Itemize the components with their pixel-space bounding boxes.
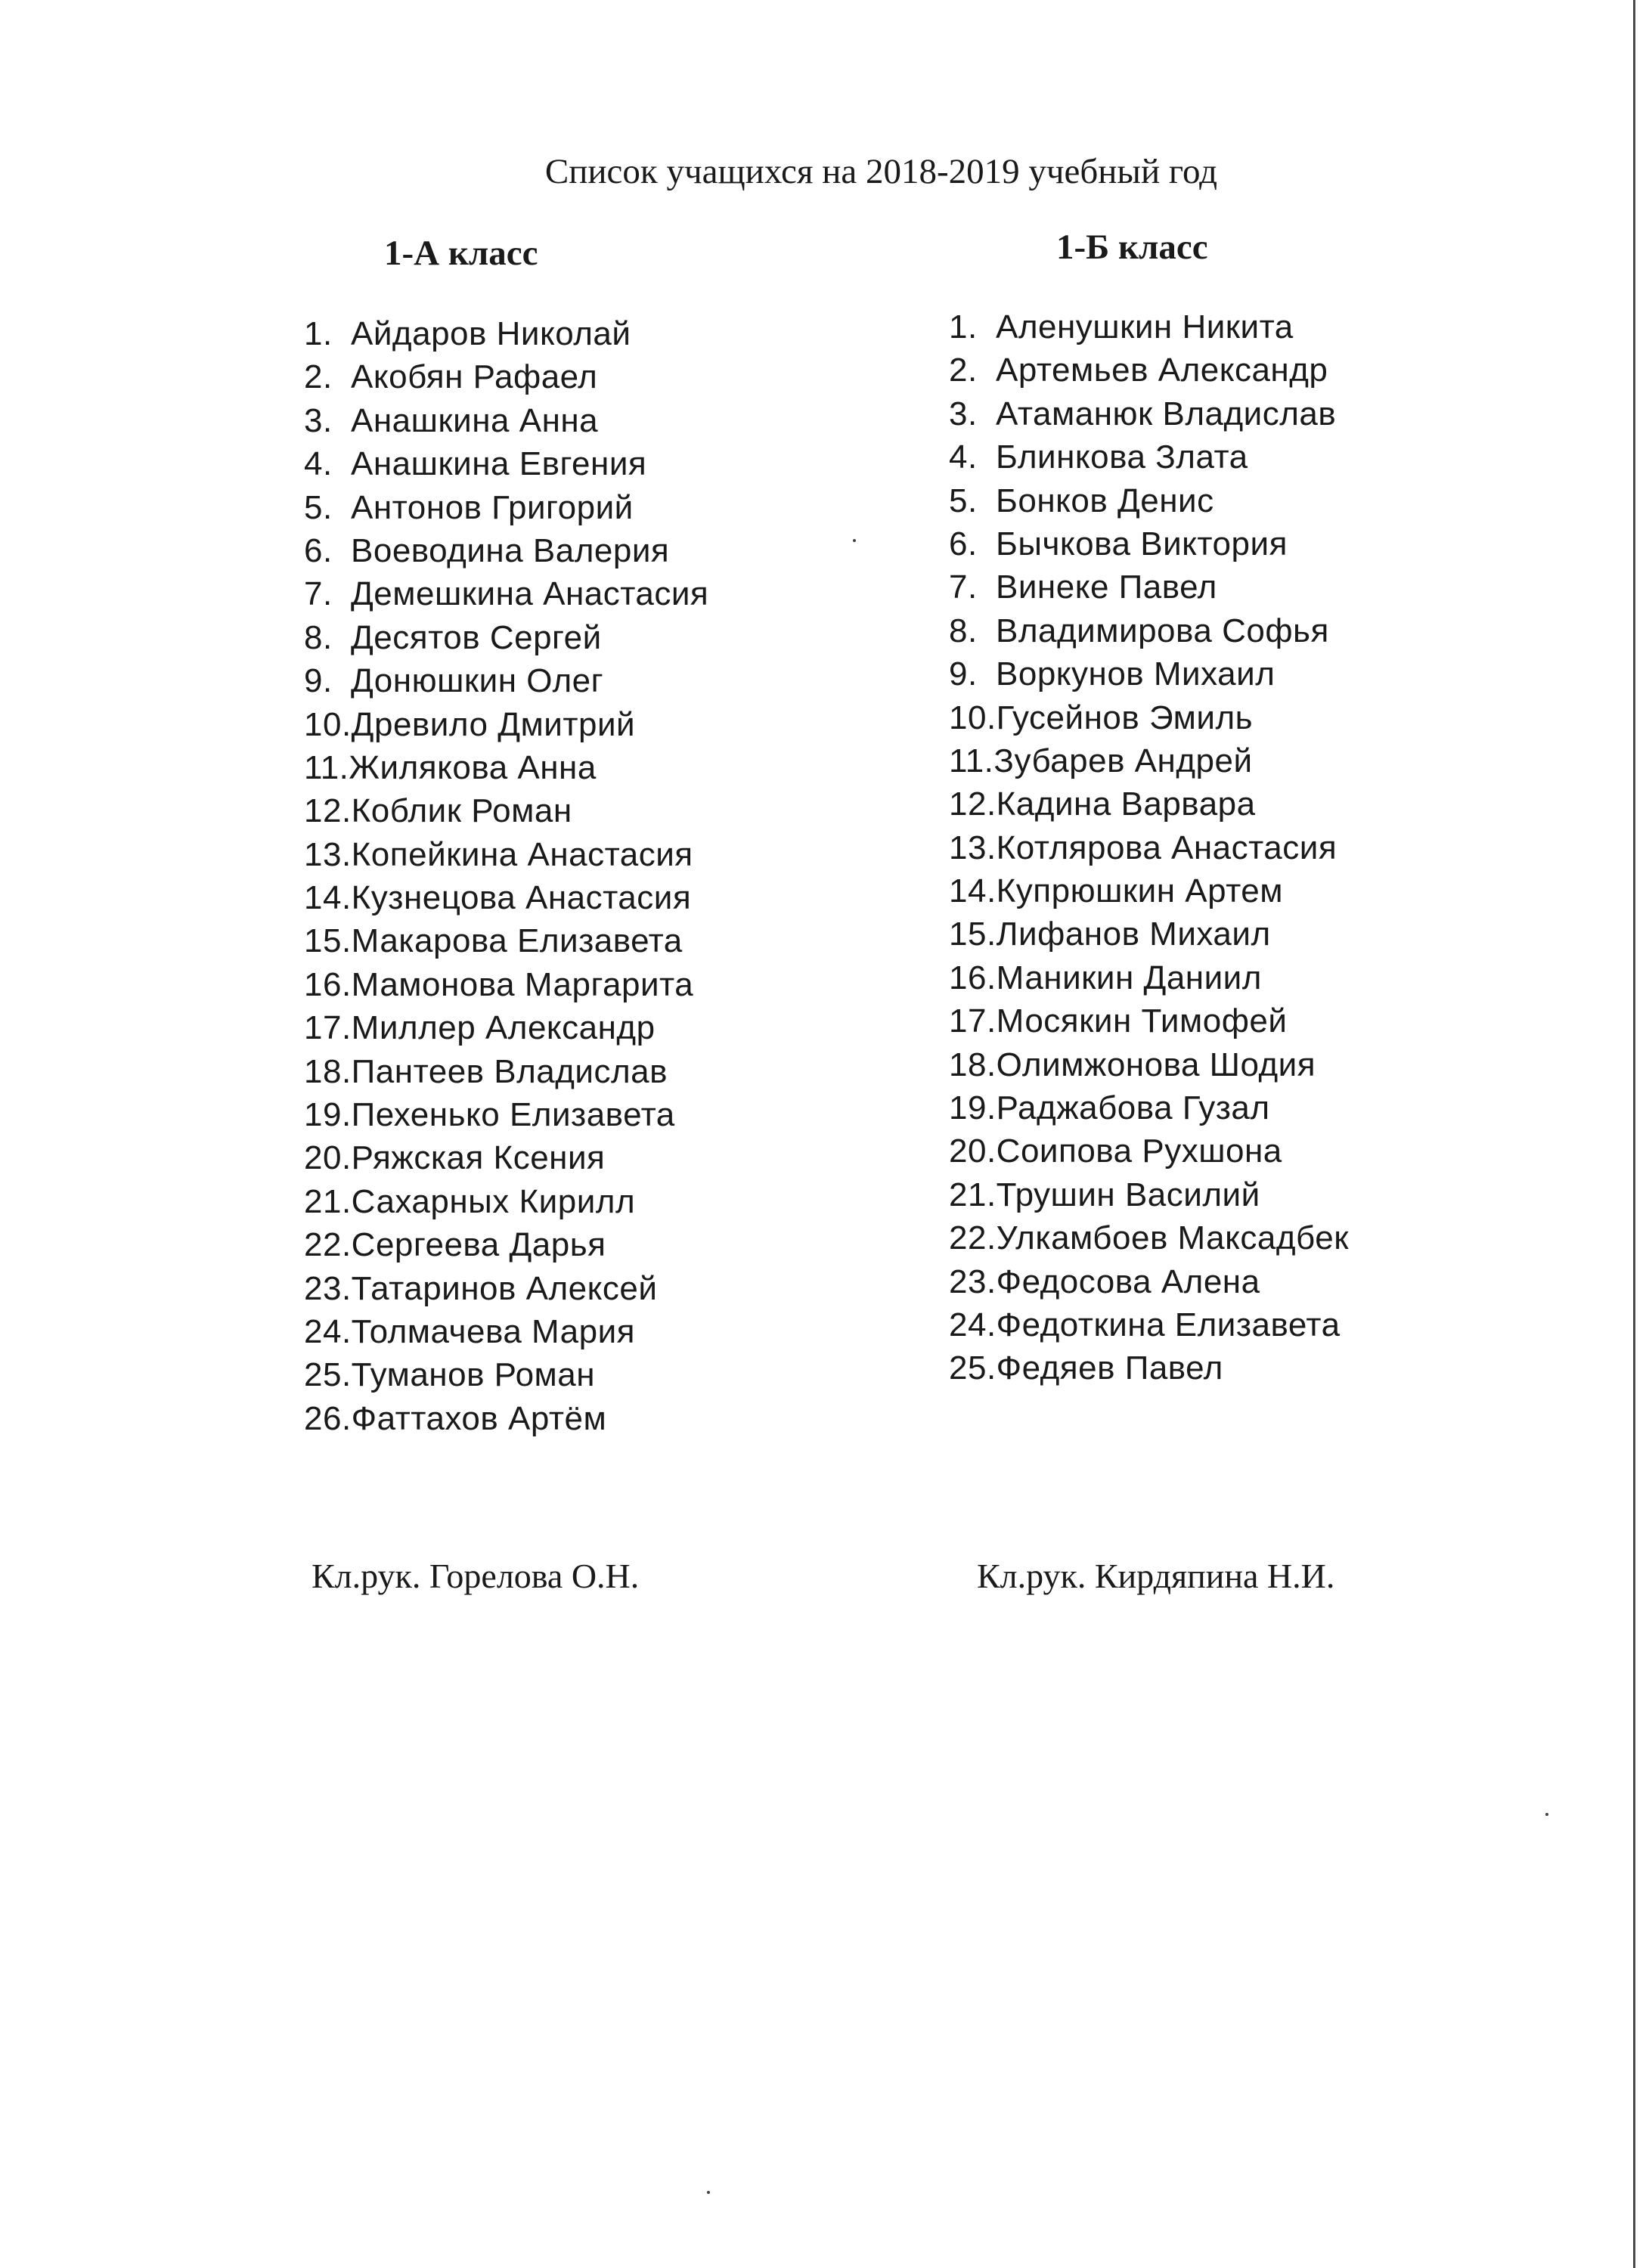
student-number: 22.	[304, 1226, 352, 1264]
student-list-item	[949, 782, 1349, 826]
student-name: Соипова Рухшона	[996, 1132, 1282, 1170]
student-list-item	[949, 349, 1349, 392]
student-number: 14.	[304, 879, 352, 917]
student-number: 20.	[949, 1132, 997, 1170]
student-list-item	[304, 616, 708, 659]
student-list-item	[304, 1397, 708, 1440]
student-name: Фаттахов Артём	[351, 1399, 607, 1437]
student-name: Атаманюк Владислав	[996, 395, 1337, 432]
scan-speck	[853, 539, 856, 542]
student-list-item	[949, 435, 1349, 479]
student-list-item	[949, 999, 1349, 1043]
student-number: 3.	[949, 395, 978, 432]
student-list-item	[949, 739, 1349, 782]
student-name: Татаринов Алексей	[351, 1269, 658, 1307]
student-list-item	[304, 355, 708, 398]
student-number: 6.	[304, 531, 333, 569]
student-name: Антонов Григорий	[351, 488, 634, 526]
student-name: Аленушкин Никита	[996, 308, 1294, 345]
student-number: 8.	[949, 612, 978, 649]
student-name: Анашкина Евгения	[351, 445, 647, 483]
student-name: Мосякин Тимофей	[996, 1002, 1288, 1040]
student-list-item	[949, 1086, 1349, 1129]
student-name: Айдаров Николай	[351, 315, 631, 352]
student-list-item	[304, 1310, 708, 1353]
scan-speck	[707, 2191, 710, 2194]
student-list-item	[949, 1303, 1349, 1346]
student-list-item	[304, 442, 708, 485]
student-list-item	[949, 1216, 1349, 1259]
student-name: Бонков Денис	[996, 482, 1214, 519]
class-b-heading: 1-Б класс	[1056, 228, 1208, 267]
student-number: 21.	[949, 1176, 997, 1213]
student-list-item	[304, 1093, 708, 1136]
student-name: Туманов Роман	[351, 1356, 596, 1394]
student-number: 5.	[949, 482, 978, 519]
student-number: 9.	[304, 662, 333, 700]
student-list-item	[949, 652, 1349, 696]
student-name: Раджабова Гузал	[996, 1089, 1270, 1127]
student-list-item	[304, 1050, 708, 1093]
student-list-item	[304, 312, 708, 355]
student-name: Блинкова Злата	[996, 438, 1248, 476]
student-name: Улкамбоев Максадбек	[996, 1219, 1349, 1257]
student-number: 25.	[304, 1356, 352, 1394]
student-number: 17.	[304, 1009, 352, 1047]
student-name: Воркунов Михаил	[996, 655, 1275, 693]
student-name: Трушин Василий	[996, 1176, 1260, 1213]
student-list-item	[304, 919, 708, 962]
student-name: Артемьев Александр	[996, 352, 1328, 389]
student-name: Зубарев Андрей	[993, 742, 1253, 779]
student-number: 20.	[304, 1139, 352, 1177]
student-number: 13.	[304, 835, 352, 873]
student-name: Федосова Алена	[996, 1263, 1260, 1300]
student-list-item	[949, 1173, 1349, 1216]
student-list-item	[949, 392, 1349, 435]
student-number: 12.	[949, 785, 997, 823]
student-number: 19.	[304, 1096, 352, 1134]
student-name: Донюшкин Олег	[351, 662, 604, 700]
student-number: 4.	[304, 445, 333, 483]
student-number: 7.	[949, 569, 978, 606]
student-list-item	[949, 1129, 1349, 1173]
student-name: Демешкина Анастасия	[351, 575, 709, 613]
student-number: 17.	[949, 1002, 997, 1040]
student-name: Винеке Павел	[996, 569, 1217, 606]
student-number: 16.	[304, 965, 352, 1003]
student-name: Жилякова Анна	[349, 748, 597, 786]
student-number: 6.	[949, 525, 978, 562]
student-name: Древило Дмитрий	[351, 705, 636, 743]
student-number: 10.	[949, 699, 997, 736]
student-list-item	[949, 956, 1349, 999]
student-number: 13.	[949, 829, 997, 866]
student-number: 24.	[949, 1306, 997, 1343]
student-name: Купрюшкин Артем	[996, 872, 1283, 910]
student-number: 7.	[304, 575, 333, 613]
student-list-item	[304, 833, 708, 876]
student-list-item	[304, 486, 708, 529]
student-number: 4.	[949, 438, 978, 476]
student-number: 15.	[949, 916, 997, 953]
student-name: Воеводина Валерия	[351, 531, 670, 569]
student-number: 23.	[304, 1269, 352, 1307]
student-list-item	[304, 572, 708, 615]
student-number: 3.	[304, 401, 333, 439]
class-b-student-list	[949, 305, 1349, 1390]
student-number: 5.	[304, 488, 333, 526]
student-list-item	[949, 696, 1349, 739]
student-number: 1.	[304, 315, 333, 352]
class-a-heading: 1-А класс	[384, 234, 538, 273]
student-number: 2.	[304, 358, 333, 396]
student-name: Сахарных Кирилл	[351, 1182, 636, 1220]
student-name: Коблик Роман	[351, 792, 572, 830]
student-number: 14.	[949, 872, 997, 910]
student-list-item	[304, 529, 708, 572]
student-number: 24.	[304, 1312, 352, 1350]
student-list-item	[949, 305, 1349, 349]
student-name: Федоткина Елизавета	[996, 1306, 1341, 1343]
student-name: Лифанов Михаил	[996, 916, 1271, 953]
student-list-item	[304, 1223, 708, 1266]
student-list-item	[304, 746, 708, 789]
student-list-item	[304, 1267, 708, 1310]
student-list-item	[304, 703, 708, 746]
student-list-item	[304, 399, 708, 442]
student-list-item	[304, 1006, 708, 1049]
student-name: Анашкина Анна	[351, 401, 599, 439]
student-list-item	[304, 963, 708, 1006]
student-number: 11.	[304, 748, 349, 786]
student-number: 1.	[949, 308, 978, 345]
student-name: Пехенько Елизавета	[351, 1096, 675, 1134]
document-title: Список учащихся на 2018-2019 учебный год	[544, 152, 1218, 191]
student-name: Мамонова Маргарита	[351, 965, 694, 1003]
student-name: Десятов Сергей	[351, 618, 602, 656]
student-number: 12.	[304, 792, 352, 830]
student-list-item	[949, 479, 1349, 522]
student-name: Маникин Даниил	[996, 959, 1262, 996]
student-list-item	[949, 1260, 1349, 1303]
student-list-item	[949, 1043, 1349, 1086]
student-number: 22.	[949, 1219, 997, 1257]
student-name: Пантеев Владислав	[351, 1052, 668, 1090]
student-name: Бычкова Виктория	[996, 525, 1288, 562]
student-name: Котлярова Анастасия	[996, 829, 1337, 866]
student-number: 26.	[304, 1399, 352, 1437]
student-number: 25.	[949, 1349, 997, 1387]
student-number: 15.	[304, 922, 352, 960]
student-name: Гусейнов Эмиль	[996, 699, 1254, 736]
student-list-item	[949, 1346, 1349, 1390]
student-list-item	[304, 1180, 708, 1223]
student-number: 11.	[949, 742, 994, 779]
student-number: 2.	[949, 352, 978, 389]
student-name: Олимжонова Шодия	[996, 1046, 1316, 1083]
student-number: 10.	[304, 705, 352, 743]
student-list-item	[949, 869, 1349, 912]
student-name: Акобян Рафаел	[351, 358, 598, 396]
student-name: Кузнецова Анастасия	[351, 879, 692, 917]
student-name: Кадина Варвара	[996, 785, 1256, 823]
student-list-item	[949, 609, 1349, 652]
student-list-item	[949, 826, 1349, 869]
student-name: Владимирова Софья	[996, 612, 1329, 649]
student-list-item	[304, 1353, 708, 1396]
student-name: Макарова Елизавета	[351, 922, 683, 960]
student-number: 9.	[949, 655, 978, 693]
student-number: 18.	[949, 1046, 997, 1083]
student-name: Сергеева Дарья	[351, 1226, 606, 1264]
class-a-teacher: Кл.рук. Горелова О.Н.	[312, 1557, 640, 1595]
student-number: 21.	[304, 1182, 352, 1220]
student-name: Толмачева Мария	[351, 1312, 636, 1350]
student-list-item	[304, 876, 708, 919]
student-list-item	[949, 565, 1349, 609]
scan-speck	[1545, 1813, 1548, 1816]
class-a-student-list	[304, 312, 708, 1440]
student-list-item	[949, 912, 1349, 956]
student-list-item	[304, 789, 708, 832]
student-name: Копейкина Анастасия	[351, 835, 693, 873]
student-name: Федяев Павел	[996, 1349, 1223, 1387]
scan-edge-line	[1633, 0, 1635, 2268]
student-number: 8.	[304, 618, 333, 656]
student-number: 19.	[949, 1089, 997, 1127]
student-list-item	[304, 1136, 708, 1179]
student-list-item	[949, 522, 1349, 565]
student-name: Ряжская Ксения	[351, 1139, 606, 1177]
student-name: Миллер Александр	[351, 1009, 656, 1047]
student-list-item	[304, 659, 708, 702]
student-number: 18.	[304, 1052, 352, 1090]
class-b-teacher: Кл.рук. Кирдяпина Н.И.	[977, 1557, 1335, 1595]
student-number: 16.	[949, 959, 997, 996]
student-number: 23.	[949, 1263, 997, 1300]
